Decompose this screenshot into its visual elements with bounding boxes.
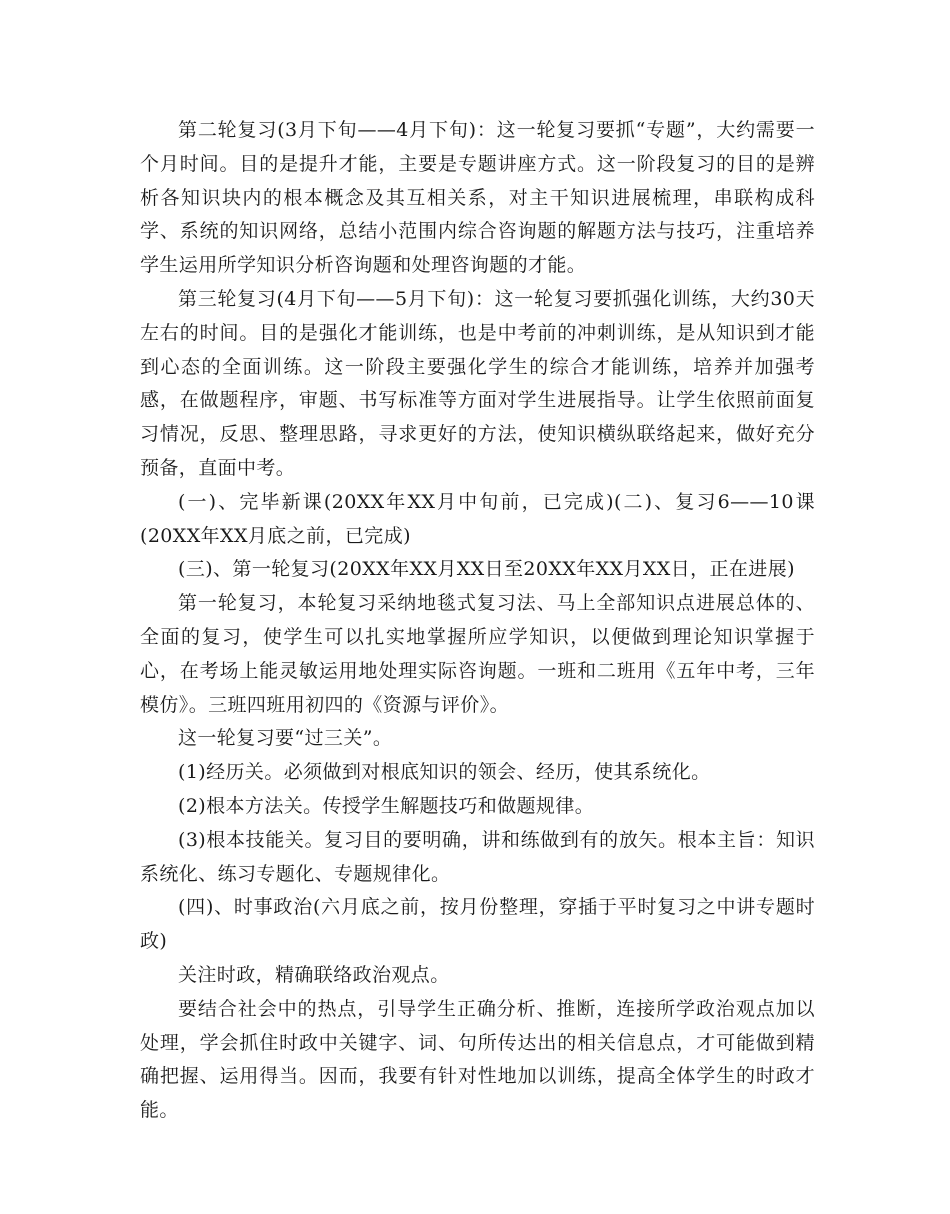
paragraph-three-passes: 这一轮复习要“过三关”。: [178, 727, 393, 750]
document-body: [140, 114, 815, 1128]
paragraph-finish-new-lessons: (一)、完毕新课(20XX年XX月中旬前，已完成)(二)、复习6——10课(20XX年XX月底之前，已完成): [140, 490, 815, 547]
paragraph-skill-pass: (3)根本技能关。复习目的要明确，讲和练做到有的放矢。根本主旨：知识系统化、练习专题化、专题规律化。: [140, 828, 815, 885]
paragraph-current-affairs-training: 要结合社会中的热点，引导学生正确分析、推断，连接所学政治观点加以处理，学会抓住时政中关键字、词、句所传达出的相关信息点，才可能做到精确把握、运用得当。因而，我要有针对性地加以训练，提高全体学生的时政才能。: [140, 997, 815, 1122]
paragraph-current-affairs-focus: 关注时政，精确联络政治观点。: [178, 963, 450, 986]
paragraph-second-round-review: 第二轮复习(3月下旬——4月下旬)：这一轮复习要抓“专题”，大约需要一个月时间。目的是提升才能，主要是专题讲座方式。这一阶段复习的目的是辨析各知识块内的根本概念及其互相关系，对主干知识进展梳理，串联构成科学、系统的知识网络，总结小范围内综合咨询题的解题方法与技巧，注重培养学生运用所学知识分析咨询题和处理咨询题的才能。: [140, 119, 815, 277]
paragraph-memory-pass: (1)经历关。必须做到对根底知识的领会、经历，使其系统化。: [178, 761, 711, 784]
paragraph-first-round-heading: (三)、第一轮复习(20XX年XX月XX日至20XX年XX月XX日，正在进展): [178, 558, 795, 581]
paragraph-third-round-review: 第三轮复习(4月下旬——5月下旬)：这一轮复习要抓强化训练，大约30天左右的时间。目的是强化才能训练，也是中考前的冲刺训练，是从知识到才能到心态的全面训练。这一阶段主要强化学生的综合才能训练，培养并加强考感，在做题程序，审题、书写标准等方面对学生进展指导。让学生依照前面复习情况，反思、整理思路，寻求更好的方法，使知识横纵联络起来，做好充分预备，直面中考。: [140, 287, 815, 479]
paragraph-current-affairs-heading: (四)、时事政治(六月底之前，按月份整理，穿插于平时复习之中讲专题时政): [140, 896, 815, 953]
paragraph-first-round-review: 第一轮复习，本轮复习采纳地毯式复习法、马上全部知识点进展总体的、全面的复习，使学生可以扎实地掌握所应学知识，以便做到理论知识掌握于心，在考场上能灵敏运用地处理实际咨询题。一班和二班用《五年中考，三年模仿》。三班四班用初四的《资源与评价》。: [140, 592, 815, 716]
paragraph-method-pass: (2)根本方法关。传授学生解题技巧和做题规律。: [178, 794, 595, 817]
